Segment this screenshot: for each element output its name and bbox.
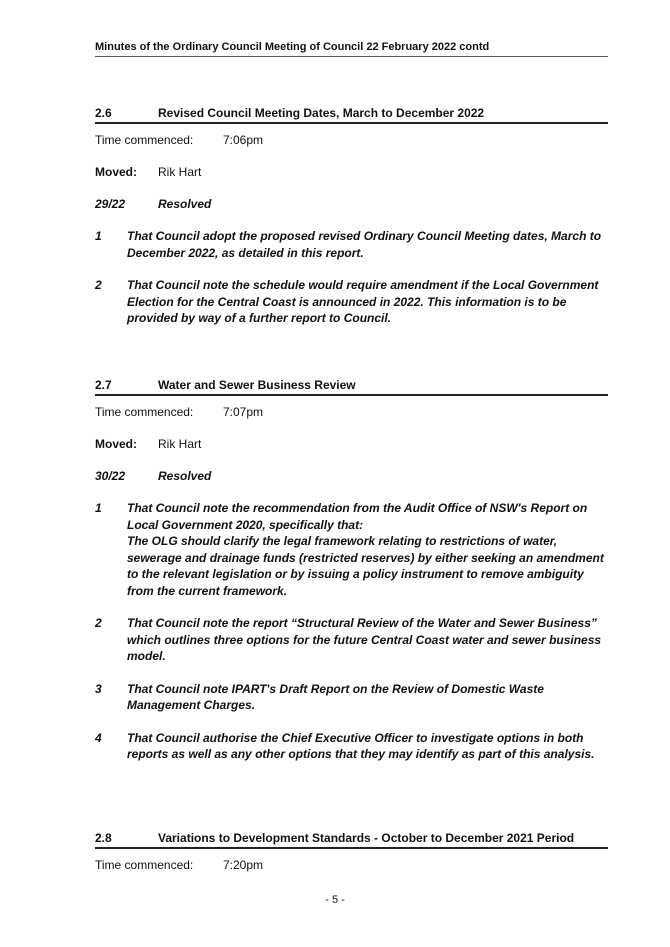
resolution-items xyxy=(95,500,608,763)
moved xyxy=(95,437,608,451)
item-number: 1 xyxy=(95,501,102,515)
section-number: 2.6 xyxy=(95,106,112,120)
time-commenced xyxy=(95,858,608,872)
item-number: 3 xyxy=(95,681,102,696)
resolution-number: 30/22 xyxy=(95,469,126,483)
item-number: 1 xyxy=(95,229,102,243)
item-text: That Council adopt the proposed revised Ordinary Council Meeting dates, March to December 2022, as detailed in this report. xyxy=(127,229,602,260)
moved-label: Moved: xyxy=(95,165,137,179)
resolution-items xyxy=(95,228,608,327)
resolution-item xyxy=(95,730,608,763)
resolution xyxy=(95,469,608,483)
section-heading xyxy=(95,106,608,124)
item-text: That Council note the schedule would require amendment if the Local Government Election for the Central Coast is announced in 2022. This information is to be provided by way of a further report to Council. xyxy=(127,278,599,325)
section-title: Water and Sewer Business Review xyxy=(158,378,356,392)
time-label: Time commenced: xyxy=(95,858,194,872)
resolution-item xyxy=(95,681,608,714)
page-number: - 5 - xyxy=(325,894,345,906)
resolution-item xyxy=(95,500,608,599)
time-value: 7:07pm xyxy=(223,405,264,419)
time-value: 7:20pm xyxy=(223,858,264,872)
moved-value: Rik Hart xyxy=(158,165,202,179)
section-heading xyxy=(95,831,608,849)
section-2-8 xyxy=(95,831,608,872)
moved-value: Rik Hart xyxy=(158,437,202,451)
item-number: 2 xyxy=(95,616,102,630)
item-number: 4 xyxy=(95,730,102,745)
item-text: That Council note the recommendation from the Audit Office of NSW's Report on Local Government 2020, specifically that: xyxy=(127,501,588,532)
time-commenced xyxy=(95,405,608,419)
resolution xyxy=(95,197,608,211)
time-value: 7:06pm xyxy=(223,133,264,147)
resolution-item xyxy=(95,615,608,665)
resolution-number: 29/22 xyxy=(95,197,126,211)
time-commenced xyxy=(95,133,608,147)
section-number: 2.8 xyxy=(95,831,112,845)
resolution-label: Resolved xyxy=(158,197,212,211)
item-text: That Council note IPART's Draft Report on the Review of Domestic Waste Management Charges. xyxy=(127,681,544,712)
section-number: 2.7 xyxy=(95,378,112,392)
time-label: Time commenced: xyxy=(95,133,194,147)
section-heading xyxy=(95,378,608,396)
item-number: 2 xyxy=(95,278,102,292)
item-text: That Council authorise the Chief Executive Officer to investigate options in both reports as well as any other options that they may identify as part of this analysis. xyxy=(127,730,595,761)
moved-label: Moved: xyxy=(95,437,137,451)
resolution-item xyxy=(95,228,608,261)
item-text: That Council note the report “Structural Review of the Water and Sewer Business” which outlines three options for the future Central Coast water and sewer business model. xyxy=(127,616,602,663)
section-title: Revised Council Meeting Dates, March to December 2022 xyxy=(158,106,485,120)
item-text: The OLG should clarify the legal framework relating to restrictions of water, sewerage and drainage funds (restricted reserves) by either seeking an amendment to the relevant legislation or by issuing a policy instrument to remove ambiguity from the current framework. xyxy=(127,534,604,598)
time-label: Time commenced: xyxy=(95,405,194,419)
resolution-label: Resolved xyxy=(158,469,212,483)
section-title: Variations to Development Standards - October to December 2021 Period xyxy=(158,831,575,845)
resolution-item xyxy=(95,277,608,327)
section-2-6 xyxy=(95,106,608,343)
moved xyxy=(95,165,608,179)
section-2-7 xyxy=(95,378,608,779)
page-header: Minutes of the Ordinary Council Meeting of Council 22 February 2022 contd xyxy=(95,41,608,57)
